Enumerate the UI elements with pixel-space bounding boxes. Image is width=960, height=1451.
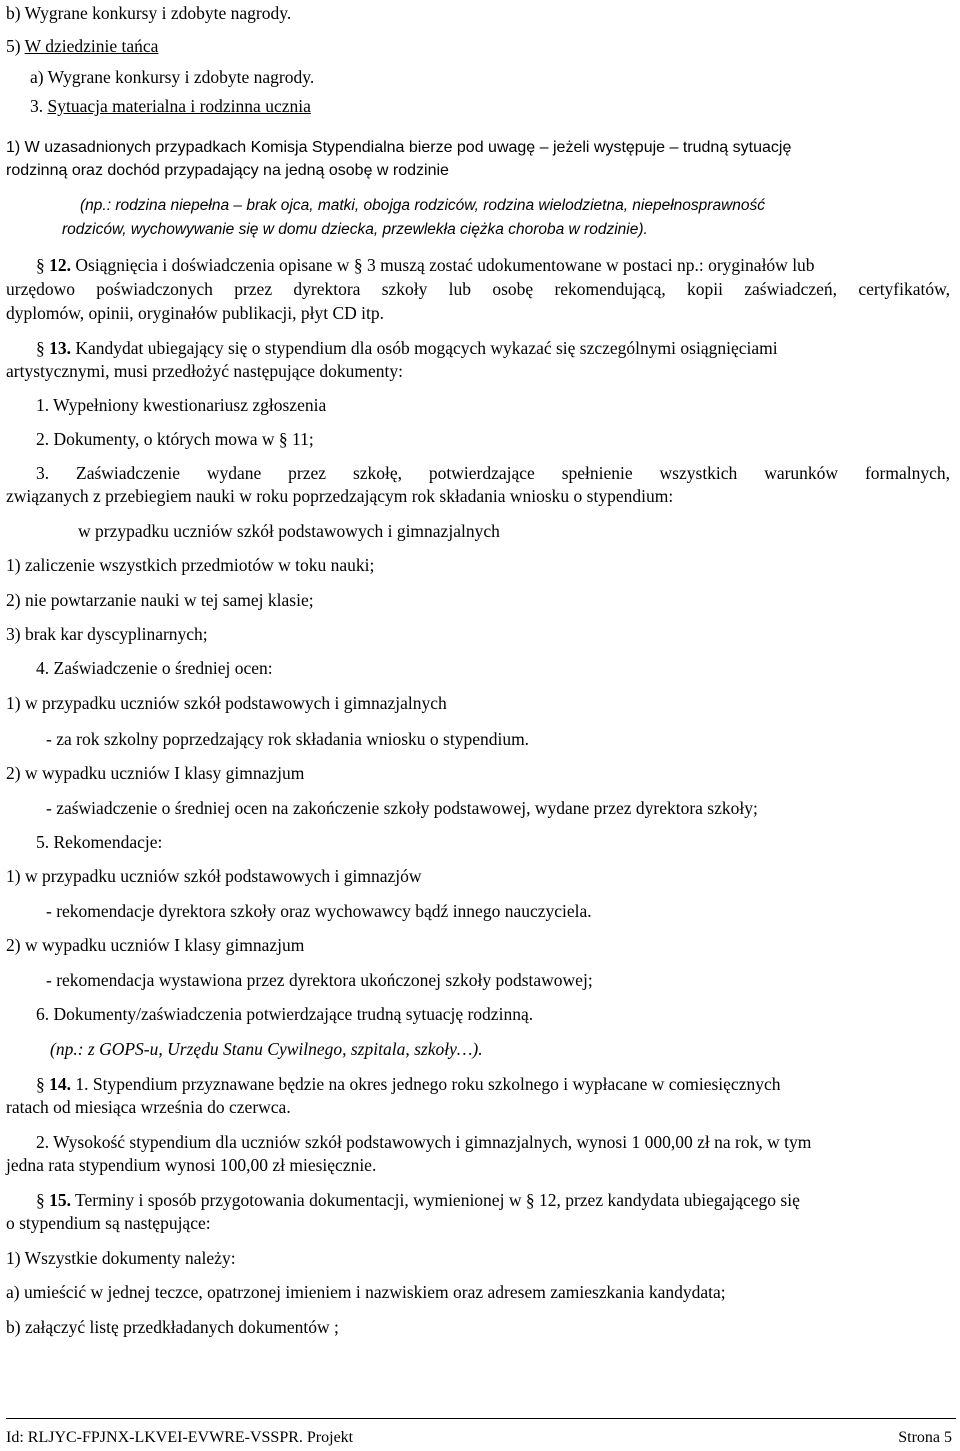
paragraph-line: o stypendium są następujące: [6,1213,211,1233]
text-line: b) Wygrane konkursy i zdobyte nagrody. [6,3,292,23]
list-item: - rekomendacje dyrektora szkoły oraz wychowawcy bądź innego nauczyciela. [46,901,592,921]
heading-title: Sytuacja materialna i rodzinna ucznia [47,96,311,116]
paragraph-line [36,1073,950,1095]
list-item: 2) w wypadku uczniów I klasy gimnazjum [6,935,305,955]
heading-title: W dziedzinie tańca [24,36,159,56]
paragraph-number: 12. [49,255,71,275]
list-item: 6. Dokumenty/zaświadczenia potwierdzające trudną sytuację rodzinną. [36,1004,534,1024]
section-symbol: § [36,338,50,358]
paragraph-text: 1. Stypendium przyznawane będzie na okres jednego roku szkolnego i wypłacane w comiesięcznych [71,1074,781,1094]
paragraph-line: jedna rata stypendium wynosi 100,00 zł miesięcznie. [6,1155,377,1175]
section-symbol: § [36,255,50,275]
list-item: 2. Dokumenty, o których mowa w § 11; [36,429,314,449]
paragraph-line [36,254,950,276]
list-item: - rekomendacja wystawiona przez dyrektora ukończonej szkoły podstawowej; [46,970,593,990]
paragraph-line: urzędowo poświadczonych przez dyrektora szkoły lub osobę rekomendującą, kopii zaświadczeń, certyfikatów, [6,279,950,299]
list-item: 2) w wypadku uczniów I klasy gimnazjum [6,763,305,783]
heading-number: 5) [6,36,25,56]
paragraph-line [36,337,950,359]
section-symbol: § [36,1074,50,1094]
list-item: 2) nie powtarzanie nauki w tej samej klasie; [6,590,314,610]
list-item: 1) w przypadku uczniów szkół podstawowych i gimnazjów [6,866,422,886]
list-item: - za rok szkolny poprzedzający rok składania wniosku o stypendium. [46,729,530,749]
note-line [80,195,950,217]
list-item: 3. Zaświadczenie wydane przez szkołę, potwierdzające spełnienie wszystkich warunków formalnych, [36,463,950,483]
list-item: b) załączyć listę przedkładanych dokumentów ; [6,1317,339,1337]
note-text: : rodzina niepełna – brak ojca, matki, obojga rodziców, rodzina wielodzietna, niepełnosprawność [106,197,766,214]
heading-number: 3. [30,96,48,116]
paragraph-line: artystycznymi, musi przedłożyć następujące dokumenty: [6,361,404,381]
footer-document-id: Id: RLJYC-FPJNX-LKVEI-EVWRE-VSSPR. Projekt [6,1429,354,1446]
list-item: 1. Wypełniony kwestionariusz zgłoszenia [36,395,327,415]
list-item: 5. Rekomendacje: [36,832,163,852]
paren-open: ( [80,197,86,214]
list-item: a) umieścić w jednej teczce, opatrzonej imieniem i nazwiskiem oraz adresem zamieszkania kandydata; [6,1282,726,1302]
paragraph-text: Osiągnięcia i doświadczenia opisane w § 3 muszą zostać udokumentowane w postaci np.: oryginałów lub [71,255,815,275]
footer-divider [6,1418,956,1419]
note-line: (np.: z GOPS-u, Urzędu Stanu Cywilnego, szpitala, szkoły…). [50,1039,483,1059]
text-line: a) Wygrane konkursy i zdobyte nagrody. [30,67,315,87]
paragraph-number: 13. [49,338,71,358]
section-symbol: § [36,1190,50,1210]
list-item: 1) w przypadku uczniów szkół podstawowych i gimnazjalnych [6,693,447,713]
text-line: w przypadku uczniów szkół podstawowych i gimnazjalnych [78,521,500,541]
note-line: rodziców, wychowywanie się w domu dziecka, przewlekła ciężka choroba w rodzinie). [62,221,648,238]
section-heading [6,35,950,57]
paragraph-line [36,1189,950,1211]
paragraph-line: dyplomów, opinii, oryginałów publikacji, płyt CD itp. [6,303,385,323]
paragraph-number: 15. [49,1190,71,1210]
list-item: - zaświadczenie o średniej ocen na zakończenie szkoły podstawowej, wydane przez dyrektora szkoły; [46,798,758,818]
paragraph-line: 2. Wysokość stypendium dla uczniów szkół podstawowych i gimnazjalnych, wynosi 1 000,00 zł na rok, w tym [36,1132,812,1152]
section-heading [30,95,960,117]
paragraph-line: ratach od miesiąca września do czerwca. [6,1097,291,1117]
footer-page-number: Strona 5 [898,1429,952,1446]
list-item: 3) brak kar dyscyplinarnych; [6,624,208,644]
text-line: 1) W uzasadnionych przypadkach Komisja Stypendialna bierze pod uwagę – jeżeli występuje – trudną sytuację [6,139,792,156]
list-item: 1) zaliczenie wszystkich przedmiotów w toku nauki; [6,555,375,575]
paragraph-number: 14. [49,1074,71,1094]
note-np: np. [85,197,107,214]
paragraph-text: Terminy i sposób przygotowania dokumentacji, wymienionej w § 12, przez kandydata ubiegającego się [71,1190,800,1210]
text-line: rodzinną oraz dochód przypadający na jedną osobę w rodzinie [6,162,449,179]
paragraph-text: Kandydat ubiegający się o stypendium dla osób mogących wykazać się szczególnymi osiągnięciami [71,338,778,358]
list-item: 4. Zaświadczenie o średniej ocen: [36,658,273,678]
list-item-continuation: związanych z przebiegiem nauki w roku poprzedzającym rok składania wniosku o stypendium: [6,486,674,506]
list-item: 1) Wszystkie dokumenty należy: [6,1248,236,1268]
